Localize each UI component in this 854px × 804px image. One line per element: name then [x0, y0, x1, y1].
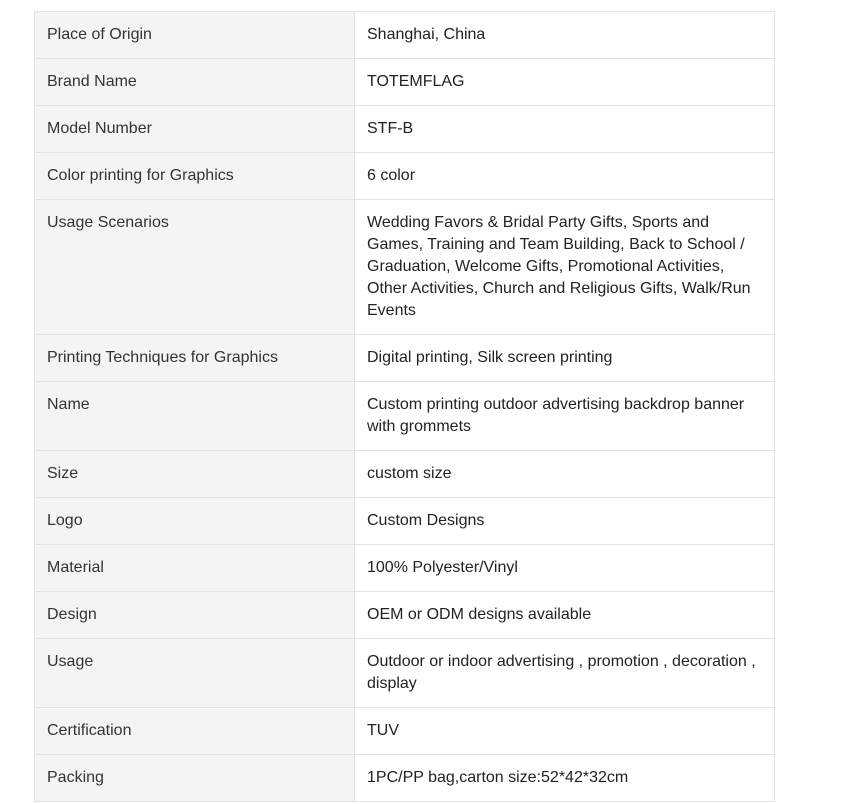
table-row	[35, 382, 775, 451]
table-row	[35, 106, 775, 153]
spec-value: custom size	[355, 451, 775, 498]
table-row	[35, 545, 775, 592]
table-row	[35, 153, 775, 200]
spec-value: Custom printing outdoor advertising backdrop banner with grommets	[355, 382, 775, 451]
spec-label: Name	[35, 382, 355, 451]
spec-value: Custom Designs	[355, 498, 775, 545]
spec-value: Digital printing, Silk screen printing	[355, 335, 775, 382]
spec-value: 1PC/PP bag,carton size:52*42*32cm	[355, 755, 775, 802]
spec-label: Color printing for Graphics	[35, 153, 355, 200]
spec-value: 100% Polyester/Vinyl	[355, 545, 775, 592]
spec-label: Printing Techniques for Graphics	[35, 335, 355, 382]
spec-label: Certification	[35, 708, 355, 755]
spec-label: Design	[35, 592, 355, 639]
spec-value: STF-B	[355, 106, 775, 153]
spec-label: Place of Origin	[35, 12, 355, 59]
spec-label: Packing	[35, 755, 355, 802]
table-row	[35, 200, 775, 335]
spec-label: Material	[35, 545, 355, 592]
product-spec-table	[34, 11, 775, 802]
table-row	[35, 335, 775, 382]
table-row	[35, 498, 775, 545]
table-row	[35, 592, 775, 639]
spec-value: TOTEMFLAG	[355, 59, 775, 106]
spec-value: Wedding Favors & Bridal Party Gifts, Sports and Games, Training and Team Building, Back to School / Graduation, Welcome Gifts, Promotional Activities, Other Activities, Church and Religious Gifts, Walk/Run Events	[355, 200, 775, 335]
spec-label: Model Number	[35, 106, 355, 153]
spec-label: Logo	[35, 498, 355, 545]
table-row	[35, 12, 775, 59]
table-row	[35, 708, 775, 755]
spec-value: TUV	[355, 708, 775, 755]
table-row	[35, 755, 775, 802]
table-row	[35, 59, 775, 106]
table-row	[35, 639, 775, 708]
spec-label: Brand Name	[35, 59, 355, 106]
spec-value: OEM or ODM designs available	[355, 592, 775, 639]
table-row	[35, 451, 775, 498]
spec-label: Usage	[35, 639, 355, 708]
spec-label: Usage Scenarios	[35, 200, 355, 335]
spec-value: Outdoor or indoor advertising , promotion , decoration , display	[355, 639, 775, 708]
spec-value: Shanghai, China	[355, 12, 775, 59]
spec-value: 6 color	[355, 153, 775, 200]
spec-label: Size	[35, 451, 355, 498]
